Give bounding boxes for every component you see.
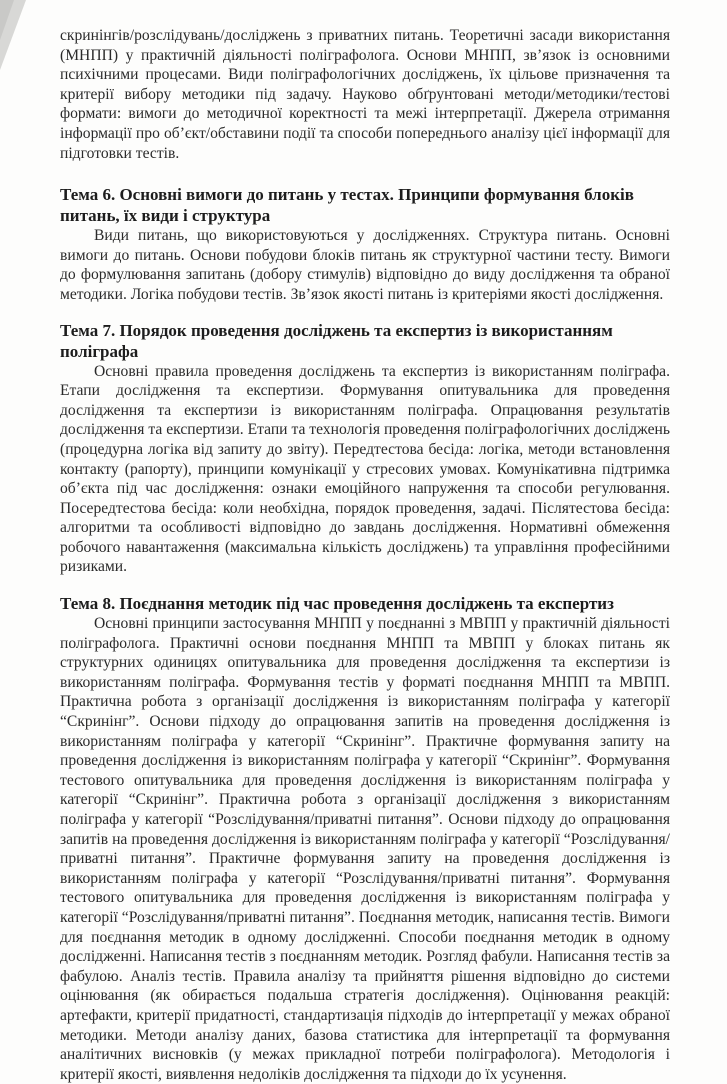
- document-page: [60, 26, 670, 1084]
- page-corner-fold: [0, 0, 14, 40]
- section-topic-8: [60, 593, 670, 1084]
- topic-7-heading: Тема 7. Порядок проведення досліджень та експертиз із використанням поліграфа: [60, 320, 613, 361]
- section-topic-7: [60, 320, 670, 578]
- topic-7-body: Основні правила проведення досліджень та експертиз із використанням поліграфа. Етапи дослідження та експертизи. Формування опитувальника для проведення дослідження та експертизи із використанням поліграфа. Опрацювання результатів дослідження та експертизи. Етапи та технологія проведення поліграфологічних досліджень (процедурна логіка від запиту до звіту). Передтестова бесіда: логіка, методи встановлення контакту (рапорту), принципи комунікації у стресових умовах. Комунікативна підтримка об’єкта під час дослідження: ознаки емоційного напруження та способи регулювання. Посередтестова бесіда: коли необхідна, порядок проведення, задачі. Післятестова бесіда: алгоритми та особливості відповідно до завдань дослідження. Нормативні обмеження робочого навантаження (максимальна кількість досліджень) та управління професійними ризиками.: [60, 362, 670, 576]
- topic-8-heading: Тема 8. Поєднання методик під час проведення досліджень та експертиз: [60, 594, 614, 614]
- topic-6-heading: Тема 6. Основні вимоги до питань у тестах. Принципи формування блоків питань, їх види і структура: [60, 185, 634, 226]
- section-topic-6: [60, 184, 670, 304]
- intro-paragraph: скринінгів/розслідувань/досліджень з приватних питань. Теоретичні засади використання (МНПП) у практичній діяльності поліграфолога. Основи МНПП, зв’язок із основними психічними процесами. Види поліграфологічних досліджень, їх цільове призначення та критерії вибору методики під задачу. Науково обґрунтовані методи/методики/тестові формати: вимоги до методичної коректності та межі інтерпретації. Джерела отримання інформації про об’єкт/обставини події та способи попереднього аналізу цієї інформації для підготовки тестів.: [60, 27, 670, 162]
- topic-6-body: Види питань, що використовуються у дослідженнях. Структура питань. Основні вимоги до питань. Основи побудови блоків питань як структурної частини тесту. Вимоги до формулювання запитань (добору стимулів) відповідно до виду дослідження та обраної методики. Логіка побудови тестів. Зв’язок якості питань із критеріями якості дослідження.: [60, 227, 670, 303]
- topic-8-body: Основні принципи застосування МНПП у поєднанні з МВПП у практичній діяльності поліграфолога. Практичні основи поєднання МНПП та МВПП у блоках питань як структурних одиницях опитувальника для проведення дослідження та експертизи із використанням поліграфа. Формування тестів у форматі поєднання МНПП та МВПП. Практична робота з організації дослідження із використанням поліграфа у категорії “Скринінг”. Основи підходу до опрацювання запитів на проведення дослідження із використанням поліграфа у категорії “Скринінг”. Практичне формування запиту на проведення дослідження із використанням поліграфа у категорії “Скринінг”. Формування тестового опитувальника для проведення дослідження із використанням поліграфа у категорії “Скринінг”. Практична робота з організації дослідження з використанням поліграфа у категорії “Розслідування/приватні питання”. Основи підходу до опрацювання запитів на проведення дослідження із використанням поліграфа у категорії “Розслідування/приватні питання”. Практичне формування запиту на проведення дослідження із використанням поліграфа у категорії “Розслідування/приватні питання”. Формування тестового опитувальника для проведення дослідження із використанням поліграфа у категорії “Розслідування/приватні питання”. Поєднання методик, написання тестів. Вимоги для поєднання методик в одному дослідженні. Способи поєднання методик в одному дослідженні. Написання тестів з поєднанням методик. Розгляд фабули. Написання тестів за фабулою. Аналіз тестів. Правила аналізу та прийняття рішення відповідно до системи оцінювання (як обирається подальша стратегія дослідження). Оцінювання реакцій: артефакти, критерії придатності, стандартизація підходів до інтерпретації у межах обраної методики. Методи аналізу даних, базова статистика для інтерпретації та формування аналітичних висновків (у межах прикладної потреби поліграфолога). Методологія і критерії якості, виявлення недоліків дослідження та підходи до їх усунення.: [60, 615, 670, 1083]
